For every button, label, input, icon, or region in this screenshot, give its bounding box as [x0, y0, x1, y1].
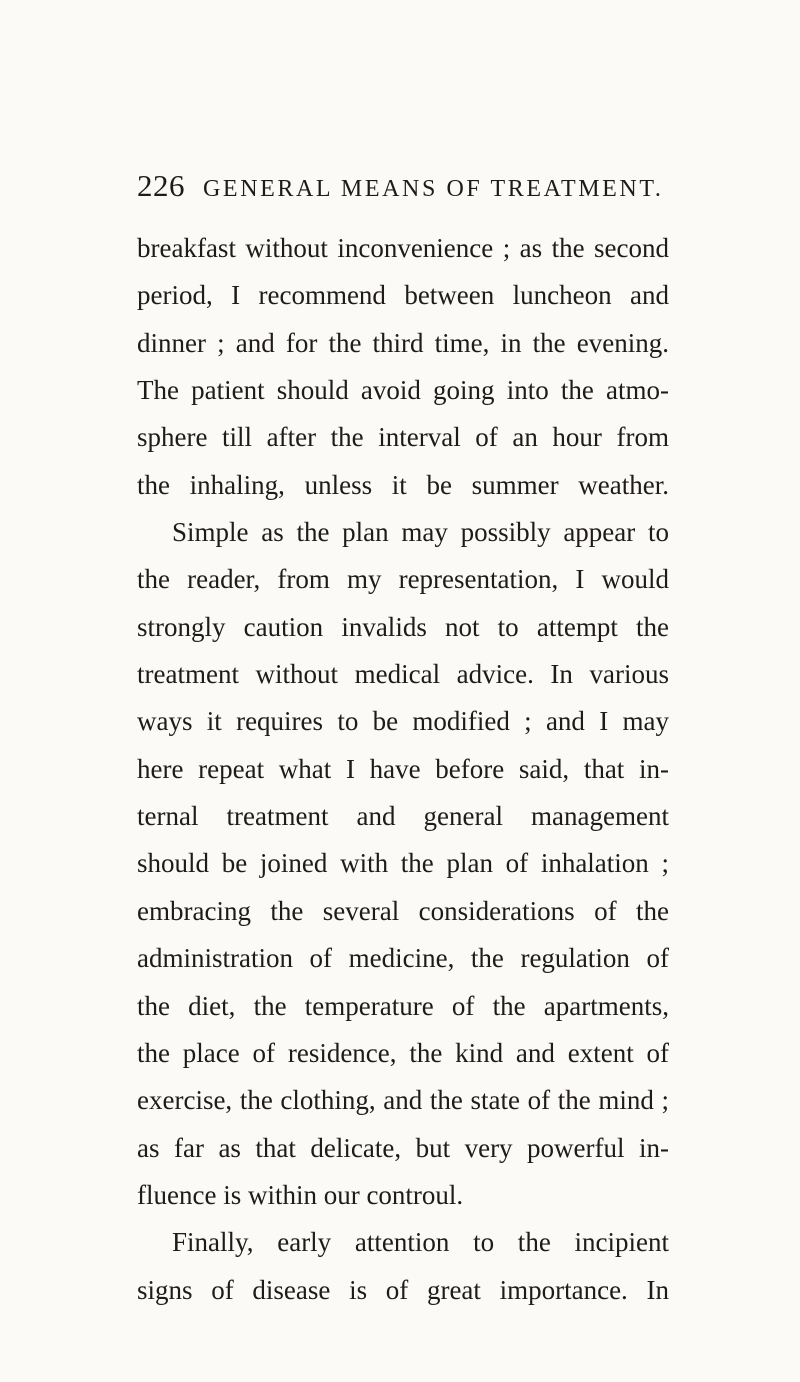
text-line: The patient should avoid going into the atmo-: [137, 375, 669, 406]
text-line: breakfast without inconvenience ; as the second: [137, 233, 669, 263]
text-line: the reader, from my representation, I would: [137, 564, 669, 595]
paragraph-first-line: Finally, early attention to the incipient: [172, 1227, 669, 1258]
text-line: here repeat what I have before said, that in-: [137, 753, 669, 784]
text-line: dinner ; and for the third time, in the evening.: [137, 327, 669, 358]
text-line: treatment without medical advice. In various: [137, 659, 669, 690]
text-line: as far as that delicate, but very powerful in-: [137, 1132, 669, 1163]
text-line: strongly caution invalids not to attempt the: [137, 611, 669, 642]
text-line: the diet, the temperature of the apartments,: [137, 990, 669, 1021]
text-line: should be joined with the plan of inhalation ;: [137, 848, 669, 879]
page-number: 226: [137, 168, 185, 203]
text-line: period, I recommend between luncheon and: [137, 280, 669, 311]
text-line: ways it requires to be modified ; and I may: [137, 706, 669, 737]
text-line: the place of residence, the kind and extent of: [137, 1037, 669, 1068]
running-header: [137, 168, 757, 212]
text-line: signs of disease is of great importance. In: [137, 1274, 669, 1305]
text-line: the inhaling, unless it be summer weather.: [137, 469, 669, 500]
text-line: administration of medicine, the regulation of: [137, 943, 669, 974]
text-line: ternal treatment and general management: [137, 801, 669, 832]
text-line: sphere till after the interval of an hour from: [137, 422, 669, 453]
paragraph-last-line: fluence is within our controul.: [137, 1179, 464, 1210]
paragraph-first-line: Simple as the plan may possibly appear to: [172, 517, 669, 548]
text-line: embracing the several considerations of the: [137, 895, 669, 926]
text-line: exercise, the clothing, and the state of the mind ;: [137, 1085, 669, 1116]
running-title: GENERAL MEANS OF TREATMENT.: [203, 176, 664, 202]
body-text: [137, 225, 669, 1314]
